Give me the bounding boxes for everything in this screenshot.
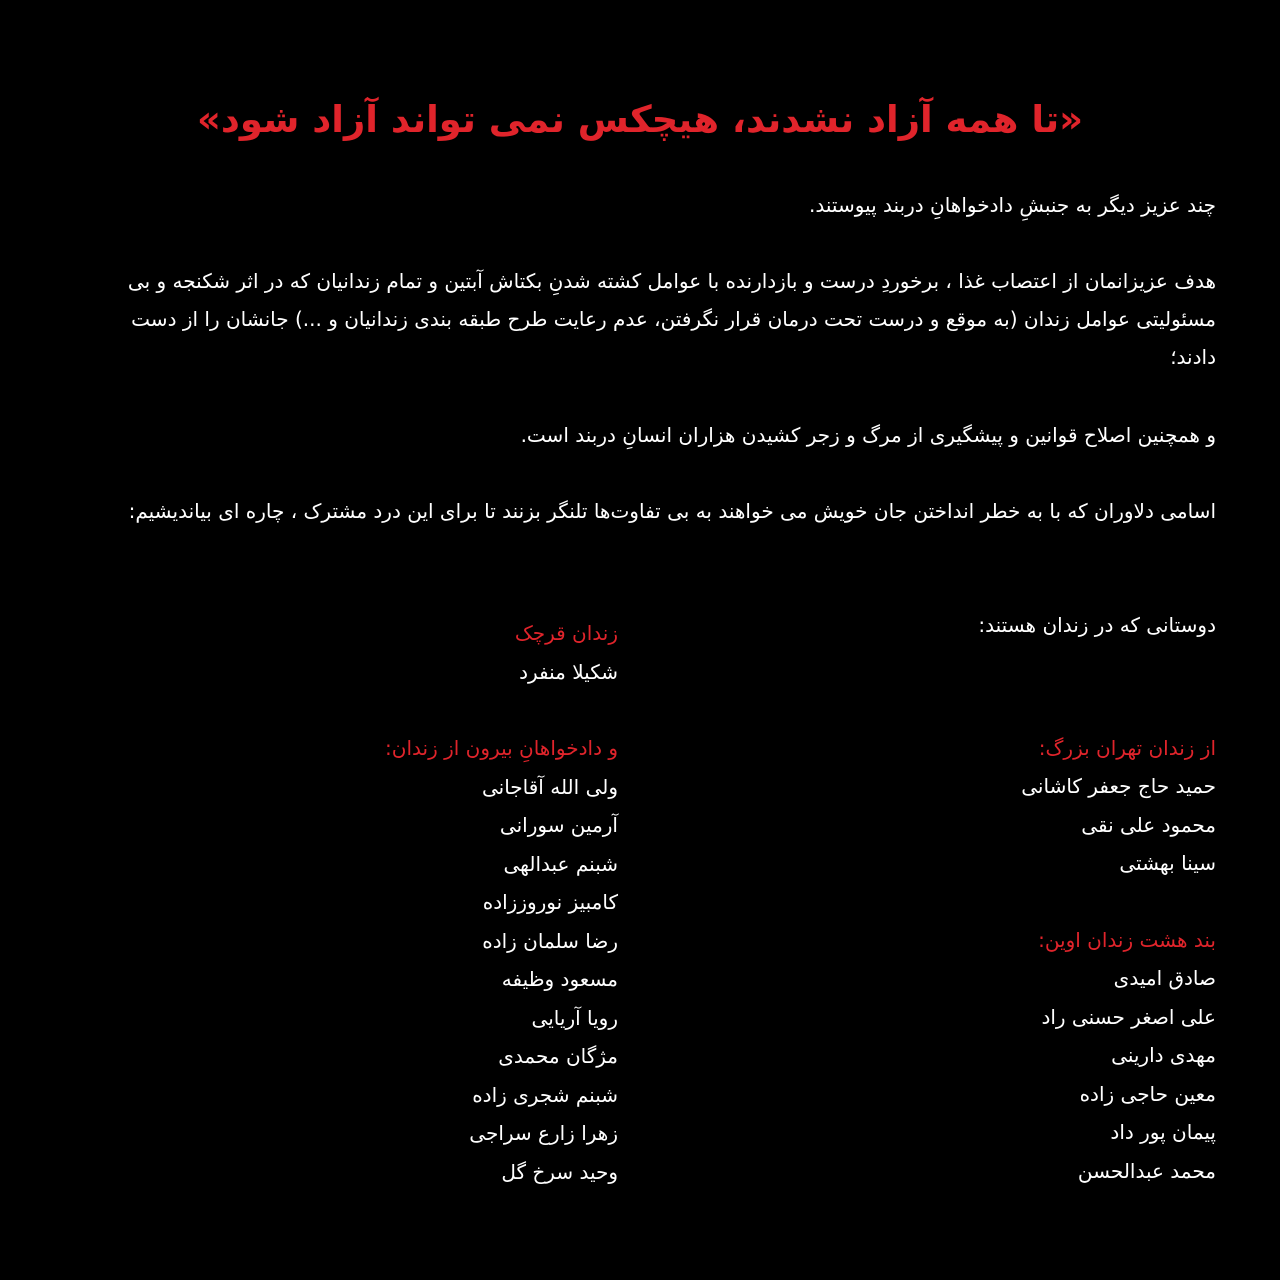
list-item: سینا بهشتی xyxy=(1119,851,1216,875)
list-item: شکیلا منفرد xyxy=(519,659,618,684)
list-item: معین حاجی زاده xyxy=(1079,1081,1216,1106)
list-item: کامبیز نوروززاده xyxy=(482,890,618,914)
qarchak-prison-heading: زندان قرچک xyxy=(514,621,618,645)
list-item: مژگان محمدی xyxy=(498,1044,618,1068)
list-item: ولی الله آقاجانی xyxy=(481,774,618,799)
list-item: شبنم عبدالهی xyxy=(503,851,618,876)
list-item: رویا آریایی xyxy=(531,1005,618,1030)
list-item: علی اصغر حسنی راد xyxy=(1041,1004,1216,1029)
list-item: آرمین سورانی xyxy=(499,813,618,837)
list-item: حمید حاج جعفر کاشانی xyxy=(1021,774,1216,798)
evin-ward-heading: بند هشت زندان اوین: xyxy=(1038,927,1216,952)
goal-paragraph: هدف عزیزانمان از اعتصاب غذا ، برخوردِ درست و بازدارنده با عوامل کشته شدنِ بکتاش آبتین و تمام زندانیان که در اثر شکنجه و بی مسئولیتی عوامل زندان (به موقع و درست تحت درمان قرار نگرفتن، عدم رعایت طرح طبقه بندی زندانیان و ...) جانشان را از دست دادند؛ xyxy=(127,269,1216,369)
list-item: محمود علی نقی xyxy=(1081,812,1216,837)
spacer xyxy=(796,883,1216,921)
intro-paragraph: چند عزیز دیگر به جنبشِ دادخواهانِ دربند پیوستند. xyxy=(809,193,1216,217)
list-item: رضا سلمان زاده xyxy=(482,928,618,953)
tehran-prison-heading: از زندان تهران بزرگ: xyxy=(1038,735,1216,760)
imprisoned-intro: دوستانی که در زندان هستند: xyxy=(978,613,1216,637)
list-item: صادق امیدی xyxy=(1113,966,1216,990)
list-item: زهرا زارع سراجی xyxy=(469,1121,618,1145)
spacer xyxy=(258,691,618,729)
list-item: مسعود وظیفه xyxy=(501,967,618,991)
imprisoned-column xyxy=(796,606,1216,1190)
reform-paragraph: و همچنین اصلاح قوانین و پیشگیری از مرگ و زجر کشیدن هزاران انسانِ دربند است. xyxy=(520,423,1216,447)
list-item: پیمان پور داد xyxy=(1110,1120,1216,1144)
poster-title: «تا همه آزاد نشدند، هیچکس نمی تواند آزاد شود» xyxy=(196,98,1084,141)
spacer xyxy=(796,645,1216,729)
qarchak-and-outside-column xyxy=(258,614,618,1191)
list-item: مهدی دارینی xyxy=(1111,1043,1216,1067)
outside-prison-heading: و دادخواهانِ بیرون از زندان: xyxy=(385,736,618,760)
names-intro-paragraph: اسامی دلاوران که با به خطر انداختن جان خویش می خواهند به بی تفاوت‌ها تلنگر بزنند تا برای این درد مشترک ، چاره ای بیاندیشیم: xyxy=(128,499,1216,523)
list-item: شبنم شجری زاده xyxy=(472,1082,618,1107)
list-item: محمد عبدالحسن xyxy=(1077,1158,1216,1183)
list-item: وحید سرخ گل xyxy=(501,1159,618,1184)
